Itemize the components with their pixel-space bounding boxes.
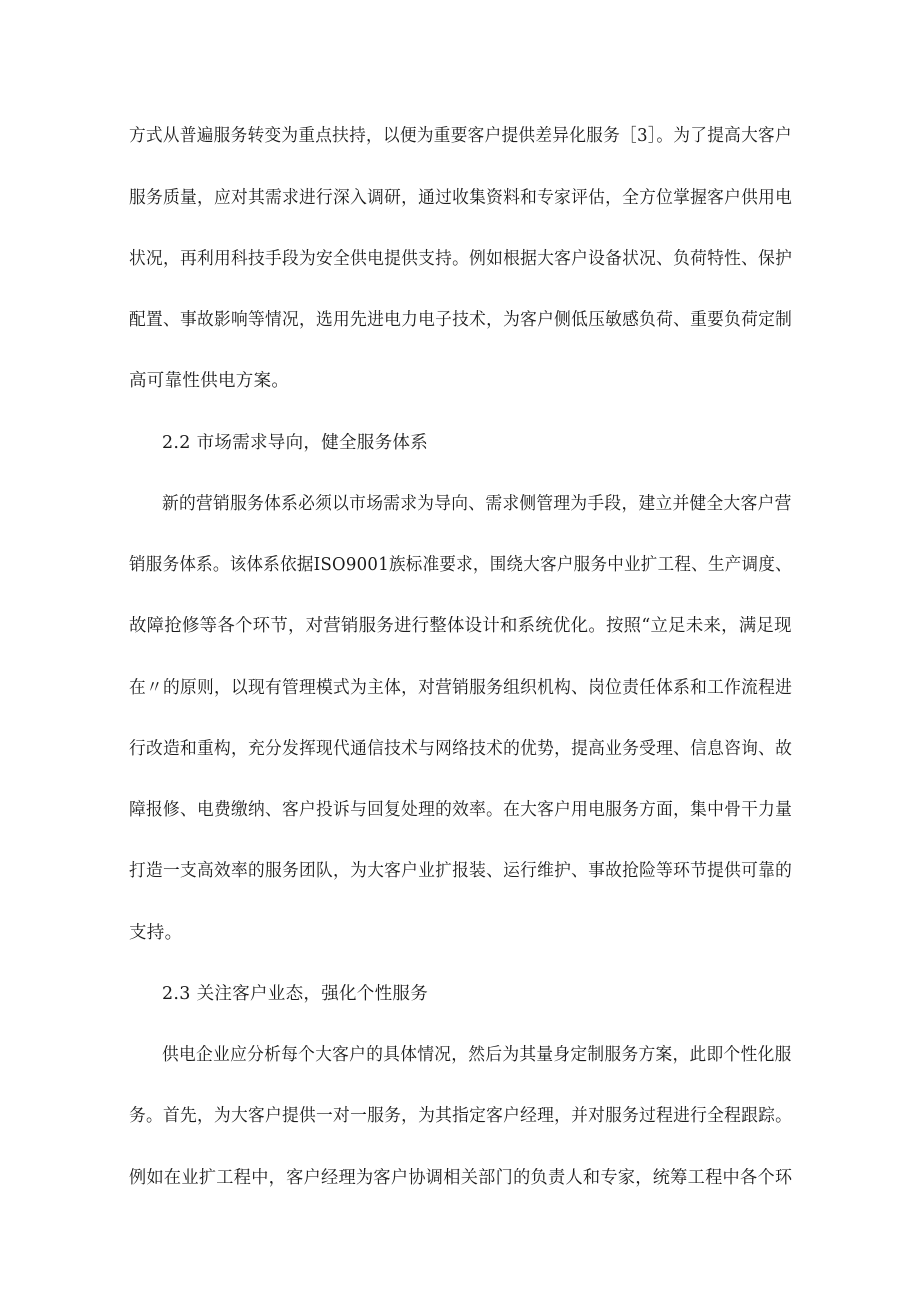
paragraph-line: 销服务体系。该体系依据ISO9001族标准要求，围绕大客户服务中业扩工程、生产调度、 bbox=[129, 555, 792, 575]
paragraph-line: 故障抢修等各个环节，对营销服务进行整体设计和系统优化。按照“立足未来，满足现 bbox=[129, 616, 792, 636]
section-heading: 2.2 市场需求导向，健全服务体系 bbox=[162, 433, 428, 453]
paragraph-line: 行改造和重构，充分发挥现代通信技术与网络技术的优势，提高业务受理、信息咨询、故 bbox=[129, 739, 793, 759]
paragraph-line: 方式从普遍服务转变为重点扶持，以便为重要客户提供差异化服务［3］。为了提高大客户 bbox=[129, 126, 792, 146]
paragraph-line: 务。首先，为大客户提供一对一服务，为其指定客户经理，并对服务过程进行全程跟踪。 bbox=[129, 1106, 793, 1126]
paragraph-line: 服务质量，应对其需求进行深入调研，通过收集资料和专家评估，全方位掌握客户供用电 bbox=[129, 188, 793, 208]
paragraph-line: 新的营销服务体系必须以市场需求为导向、需求侧管理为手段，建立并健全大客户营 bbox=[162, 494, 792, 514]
paragraph-line: 打造一支高效率的服务团队，为大客户业扩报装、运行维护、事故抢险等环节提供可靠的 bbox=[129, 861, 793, 881]
paragraph-line: 支持。 bbox=[129, 923, 183, 943]
paragraph-line: 配置、事故影响等情况，选用先进电力电子技术，为客户侧低压敏感负荷、重要负荷定制 bbox=[129, 310, 793, 330]
paragraph-line: 高可靠性供电方案。 bbox=[129, 371, 290, 391]
paragraph-line: 在〃的原则，以现有管理模式为主体，对营销服务组织机构、岗位责任体系和工作流程进 bbox=[129, 678, 793, 698]
paragraph-line: 例如在业扩工程中，客户经理为客户协调相关部门的负责人和专家，统筹工程中各个环 bbox=[129, 1168, 793, 1188]
paragraph-line: 障报修、电费缴纳、客户投诉与回复处理的效率。在大客户用电服务方面，集中骨干力量 bbox=[129, 800, 793, 820]
paragraph-line: 供电企业应分析每个大客户的具体情况，然后为其量身定制服务方案，此即个性化服 bbox=[162, 1045, 792, 1065]
paragraph-line: 状况，再利用科技手段为安全供电提供支持。例如根据大客户设备状况、负荷特性、保护 bbox=[129, 249, 793, 269]
section-heading: 2.3 关注客户业态，强化个性服务 bbox=[162, 984, 428, 1004]
